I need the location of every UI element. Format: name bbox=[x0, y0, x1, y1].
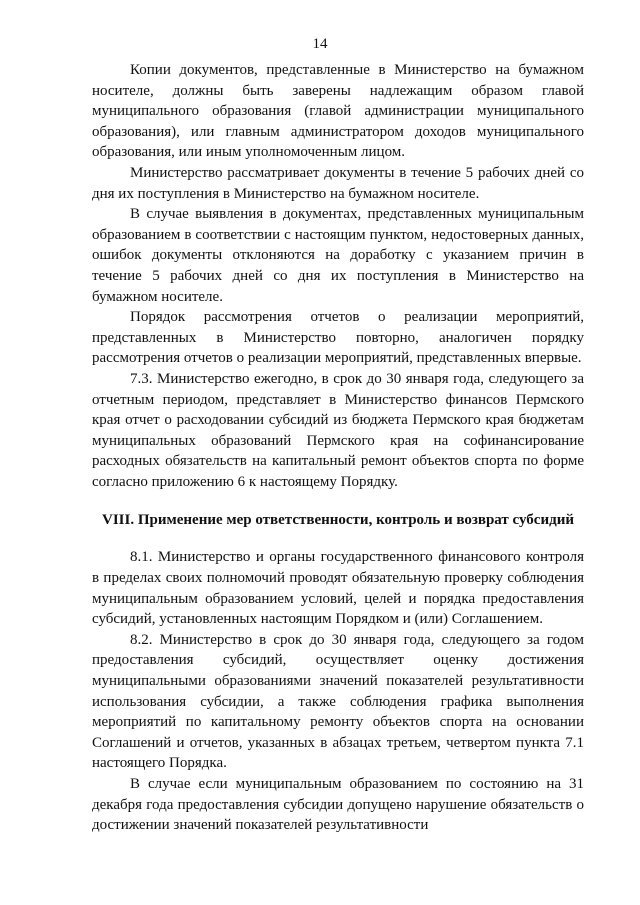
paragraph-repeat-review: Порядок рассмотрения отчетов о реализации мероприятий, представленных в Министерство повторно, аналогичен порядку рассмотрения отчетов о реализации мероприятий, представленных впервые. bbox=[92, 309, 584, 367]
paragraph-violation: В случае если муниципальным образованием по состоянию на 31 декабря года предоставления субсидии допущено нарушение обязательств о достижении значений показателей результативности bbox=[92, 776, 584, 834]
paragraph-7-3: 7.3. Министерство ежегодно, в срок до 30 января года, следующего за отчетным периодом, представляет в Министерство финансов Пермского края отчет о расходовании субсидий из бюджета Пермского края бюджетам муниципальных образований Пермского края на софинансирование расходных обязательств на капитальный ремонт объектов спорта по форме согласно приложению 6 к настоящему Порядку. bbox=[92, 370, 584, 490]
section-heading: VIII. Применение мер ответственности, контроль и возврат субсидий bbox=[102, 512, 574, 529]
page-number: 14 bbox=[312, 36, 328, 52]
document-body bbox=[92, 60, 584, 836]
paragraph-rejection: В случае выявления в документах, представленных муниципальным образованием в соответствии с настоящим пунктом, недостоверных данных, ошибок документы отклоняются на доработку с указанием причин в течение 5 рабочих дней со дня их поступления в Министерство на бумажном носителе. bbox=[92, 206, 584, 305]
paragraph-review-period: Министерство рассматривает документы в течение 5 рабочих дней со дня их поступления в Министерство на бумажном носителе. bbox=[92, 164, 584, 202]
paragraph-8-1: 8.1. Министерство и органы государственного финансового контроля в пределах своих полномочий проводят обязательную проверку соблюдения муниципальным образованием условий, целей и порядка предоставления субсидий, установленных настоящим Порядком и (или) Соглашением. bbox=[92, 549, 584, 628]
paragraph-8-2: 8.2. Министерство в срок до 30 января года, следующего за годом предоставления субсидий, осуществляет оценку достижения муниципальными образованиями значений показателей результативности использования субсидии, а также соблюдения графика выполнения мероприятий по капитальному ремонту объектов спорта на основании Соглашений и отчетов, указанных в абзацах третьем, четвертом пункта 7.1 настоящего Порядка. bbox=[92, 631, 584, 772]
paragraph-copies-certification: Копии документов, представленные в Министерство на бумажном носителе, должны быть заверены надлежащим образом главой муниципального образования (главой администрации муниципального образования), или главным администратором доходов муниципального образования, или иным уполномоченным лицом. bbox=[92, 62, 584, 161]
